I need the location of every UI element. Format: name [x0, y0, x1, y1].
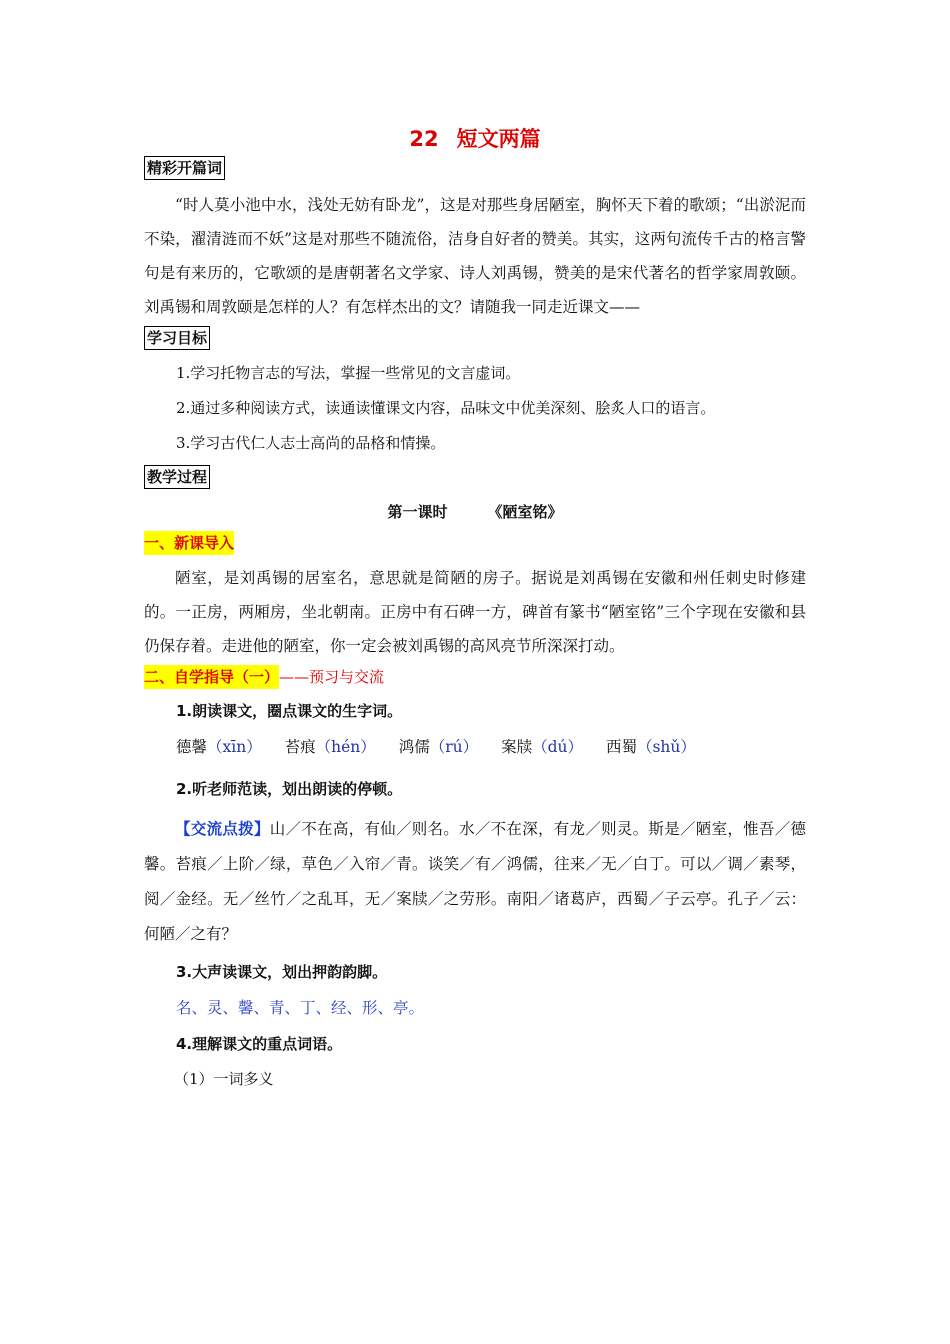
tip-paragraph	[144, 811, 806, 952]
goal-item-2: 2.通过多种阅读方式，读通读懂课文内容，品味文中优美深刻、脍炙人口的语言。	[176, 399, 716, 417]
process-heading-row	[144, 465, 806, 491]
title-number: 22	[409, 127, 439, 151]
part2-heading: 二、自学指导（一）	[144, 665, 279, 689]
step1-text: 1.朗读课文，圈点课文的生字词。	[176, 702, 403, 720]
tip-label: 【交流点拨】	[175, 819, 270, 838]
intro-paragraph: “时人莫小池中水，浅处无妨有卧龙”，这是对那些身居陋室，胸怀天下着的歌颂；“出淤泥而不染，濯清涟而不妖”这是对那些不随流俗，洁身自好者的赞美。其实，这两句流传千古的格言警句是有来历的，它歌颂的是唐朝著名文学家、诗人刘禹锡，赞美的是宋代著名的哲学家周敦颐。刘禹锡和周敦颐是怎样的人？有怎样杰出的文？请随我一同走近课文——	[144, 196, 806, 316]
document-content	[144, 122, 806, 1097]
list-item: 鸿儒（rú）	[398, 738, 479, 756]
process-heading: 教学过程	[144, 465, 210, 489]
step4-subitem: （1）一词多义	[174, 1070, 274, 1088]
list-item: 西蜀（shǔ）	[605, 738, 696, 756]
intro-heading: 精彩开篇词	[144, 156, 225, 180]
goal-item-3: 3.学习古代仁人志士高尚的品格和情操。	[176, 434, 446, 452]
list-item: 德馨（xīn）	[176, 738, 262, 756]
lesson-label: 第一课时	[387, 503, 448, 521]
part1-paragraph: 陋室，是刘禹锡的居室名，意思就是简陋的房子。据说是刘禹锡在安徽和州任刺史时修建的。一正房，两厢房，坐北朝南。正房中有石碑一方，碑首有篆书“陋室铭”三个字现在安徽和县仍保存着。走进他的陋室，你一定会被刘禹锡的高风亮节所深深打动。	[144, 569, 806, 655]
list-item: 苔痕（hén）	[284, 738, 376, 756]
page-title	[144, 122, 806, 156]
step2-text: 2.听老师范读，划出朗读的停顿。	[176, 780, 403, 798]
rhyme-list: 名、灵、馨、青、丁、经、形、亭。	[176, 999, 425, 1017]
lesson-title: 《陋室铭》	[487, 503, 563, 521]
part1-heading-row	[144, 531, 806, 559]
goals-heading-row	[144, 326, 806, 352]
part2-heading-tail: ——预习与交流	[279, 668, 385, 686]
tip-text: 山／不在高，有仙／则名。水／不在深，有龙／则灵。斯是／陋室，惟吾／德馨。苔痕／上阶／绿，草色／入帘／青。谈笑／有／鸿儒，往来／无／白丁。可以／调／素琴，阅／金经。无／丝竹／之乱耳，无／案牍／之劳形。南阳／诸葛庐，西蜀／子云亭。孔子／云：何陋／之有？	[144, 820, 806, 943]
step3-text: 3.大声读课文，划出押韵韵脚。	[176, 963, 388, 981]
goals-heading: 学习目标	[144, 326, 210, 350]
goals-list	[144, 356, 806, 461]
lesson-title-row	[144, 495, 806, 529]
pinyin-word-list	[144, 729, 806, 765]
goal-item-1: 1.学习托物言志的写法，掌握一些常见的文言虚词。	[176, 364, 521, 382]
part1-heading: 一、新课导入	[144, 531, 234, 555]
list-item: 案牍（dú）	[501, 738, 584, 756]
part2-heading-row	[144, 665, 806, 693]
title-text: 短文两篇	[456, 127, 541, 151]
step4-text: 4.理解课文的重点词语。	[176, 1035, 343, 1053]
intro-heading-row	[144, 156, 806, 180]
